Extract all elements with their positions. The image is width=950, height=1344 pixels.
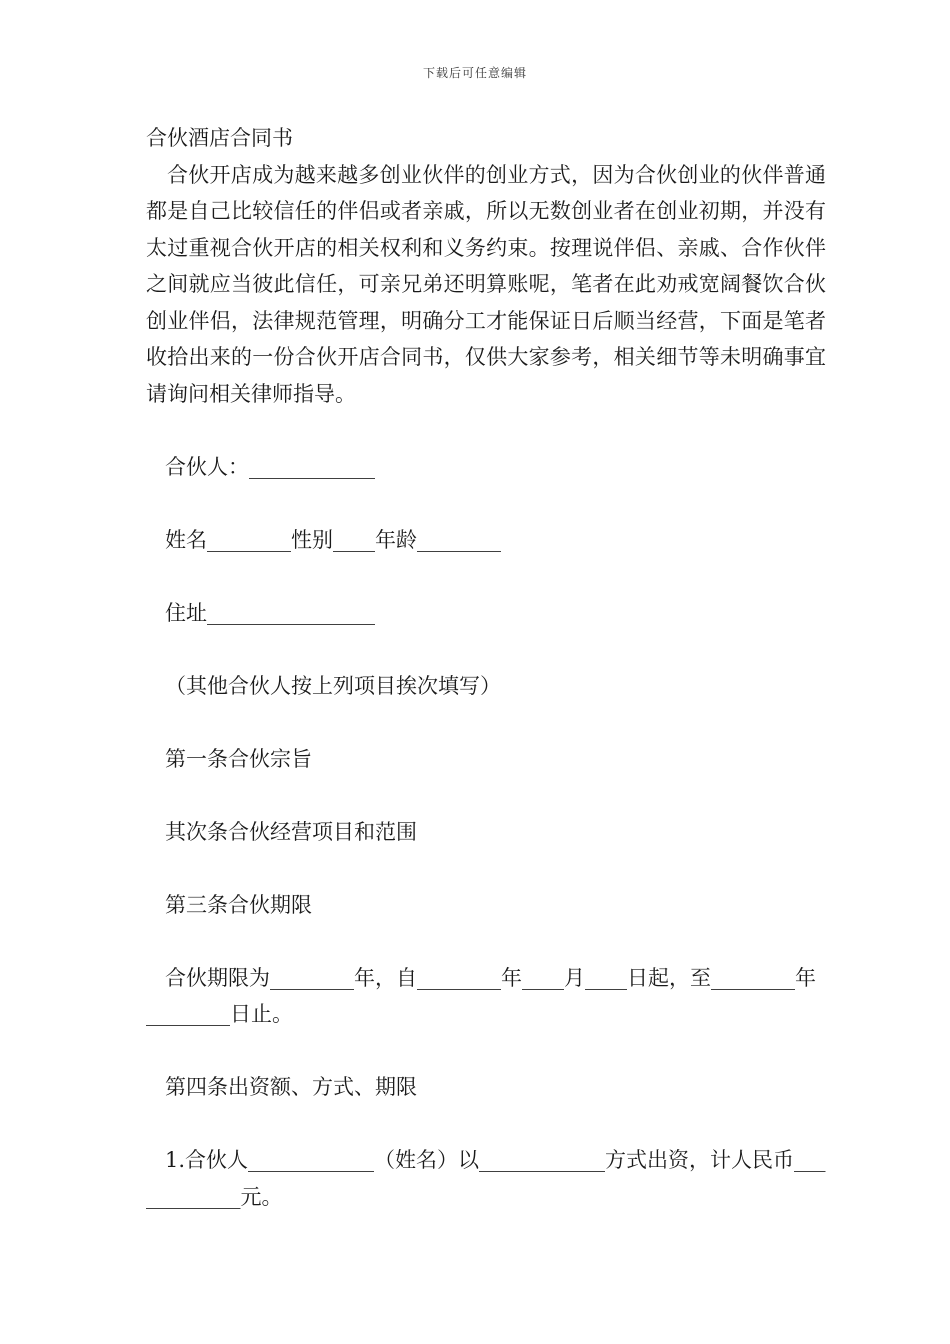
- document-body: [146, 120, 826, 1215]
- partner-line: 合伙人：____________: [165, 454, 375, 479]
- article-1-heading: 第一条合伙宗旨: [165, 746, 312, 771]
- article-3-heading: 第三条合伙期限: [165, 892, 312, 917]
- page-header: 下载后可任意编辑: [422, 66, 527, 80]
- term-clause: 合伙期限为________年，自________年____月____日起，至________年________日止。: [146, 965, 816, 1026]
- document-title: 合伙酒店合同书: [146, 126, 293, 150]
- intro-paragraph: 合伙开店成为越来越多创业伙伴的创业方式，因为合伙创业的伙伴普通都是自己比较信任的伴侣或者亲戚，所以无数创业者在创业初期，并没有太过重视合伙开店的相关权利和义务约束。按理说伴侣、亲戚、合作伙伴之间就应当彼此信任，可亲兄弟还明算账呢，笔者在此劝戒宽阔餐饮合伙创业伴侣，法律规范管理，明确分工才能保证日后顺当经营，下面是笔者收拾出来的一份合伙开店合同书，仅供大家参考，相关细节等未明确事宜请询问相关律师指导。: [146, 162, 826, 406]
- article-2-heading: 其次条合伙经营项目和范围: [165, 819, 417, 844]
- contribution-clause: 1.合伙人____________（姓名）以____________方式出资，计人民币____________元。: [146, 1148, 826, 1209]
- address-line: 住址________________: [165, 600, 375, 625]
- other-partners-note: （其他合伙人按上列项目挨次填写）: [165, 673, 501, 698]
- article-4-heading: 第四条出资额、方式、期限: [165, 1075, 417, 1099]
- name-gender-age-line: 姓名________性别____年龄________: [165, 527, 501, 552]
